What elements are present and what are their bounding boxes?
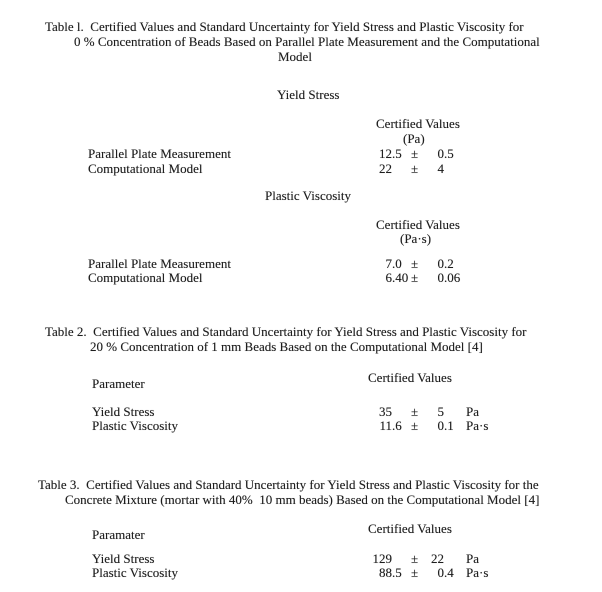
row-label: Plastic Viscosity: [92, 418, 179, 433]
table1-plastic-viscosity-title: Plastic Viscosity: [265, 188, 352, 203]
table1-caption-line-2: 0 % Concentration of Beads Based on Parallel Plate Measurement and the Computational: [74, 34, 540, 49]
row-value: 11.6: [379, 418, 402, 433]
row-uncertainty: 5: [437, 404, 444, 419]
row-value: 6.40: [385, 270, 409, 285]
plus-minus: ±: [411, 565, 419, 580]
plus-minus: ±: [411, 146, 419, 161]
row-value: 12.5: [379, 146, 402, 161]
unit-header-pas: (Pa·s): [400, 231, 432, 246]
row-value: 7.0: [385, 256, 402, 271]
row-unit: Pa: [466, 404, 479, 419]
plus-minus: ±: [411, 551, 419, 566]
plus-minus: ±: [411, 161, 419, 176]
table1-yield-stress-title: Yield Stress: [277, 87, 340, 102]
row-uncertainty: 4: [437, 161, 444, 176]
row-uncertainty: 0.2: [437, 256, 454, 271]
row-value: 88.5: [379, 565, 402, 580]
row-unit: Pa·s: [466, 565, 489, 580]
plus-minus: ±: [411, 404, 419, 419]
parameter-header: Parameter: [92, 376, 145, 391]
row-uncertainty: 22: [431, 551, 444, 566]
row-uncertainty: 0.1: [437, 418, 454, 433]
row-label: Computational Model: [88, 270, 203, 285]
unit-header-pa: (Pa): [403, 131, 425, 146]
row-value: 35: [379, 404, 392, 419]
table1-caption-line-3: Model: [278, 49, 312, 64]
row-label: Parallel Plate Measurement: [88, 256, 231, 271]
parameter-header: Paramater: [92, 527, 145, 542]
certified-values-header: Certified Values: [376, 116, 460, 131]
row-label: Parallel Plate Measurement: [88, 146, 231, 161]
certified-values-header: Certified Values: [368, 370, 452, 385]
table2-caption-line-2: 20 % Concentration of 1 mm Beads Based on the Computational Model [4]: [90, 339, 483, 354]
row-uncertainty: 0.4: [437, 565, 454, 580]
row-label: Plastic Viscosity: [92, 565, 179, 580]
table1-caption-line-1: Table l. Certified Values and Standard Uncertainty for Yield Stress and Plastic Viscosity for: [45, 19, 524, 34]
plus-minus: ±: [411, 256, 419, 271]
table2-caption-line-1: Table 2. Certified Values and Standard Uncertainty for Yield Stress and Plastic Viscosity for: [45, 324, 527, 339]
table3-caption-line-2: Concrete Mixture (mortar with 40% 10 mm beads) Based on the Computational Model [4]: [65, 492, 540, 507]
table3-caption-line-1: Table 3. Certified Values and Standard Uncertainty for Yield Stress and Plastic Viscosity for the: [38, 477, 539, 492]
row-uncertainty: 0.06: [437, 270, 461, 285]
row-label: Yield Stress: [92, 404, 155, 419]
plus-minus: ±: [411, 270, 419, 285]
certified-values-header: Certified Values: [376, 217, 460, 232]
plus-minus: ±: [411, 418, 419, 433]
row-value: 22: [379, 161, 392, 176]
certified-values-header: Certified Values: [368, 521, 452, 536]
row-uncertainty: 0.5: [437, 146, 454, 161]
row-label: Computational Model: [88, 161, 203, 176]
row-label: Yield Stress: [92, 551, 155, 566]
row-value: 129: [372, 551, 392, 566]
row-unit: Pa: [466, 551, 479, 566]
row-unit: Pa·s: [466, 418, 489, 433]
